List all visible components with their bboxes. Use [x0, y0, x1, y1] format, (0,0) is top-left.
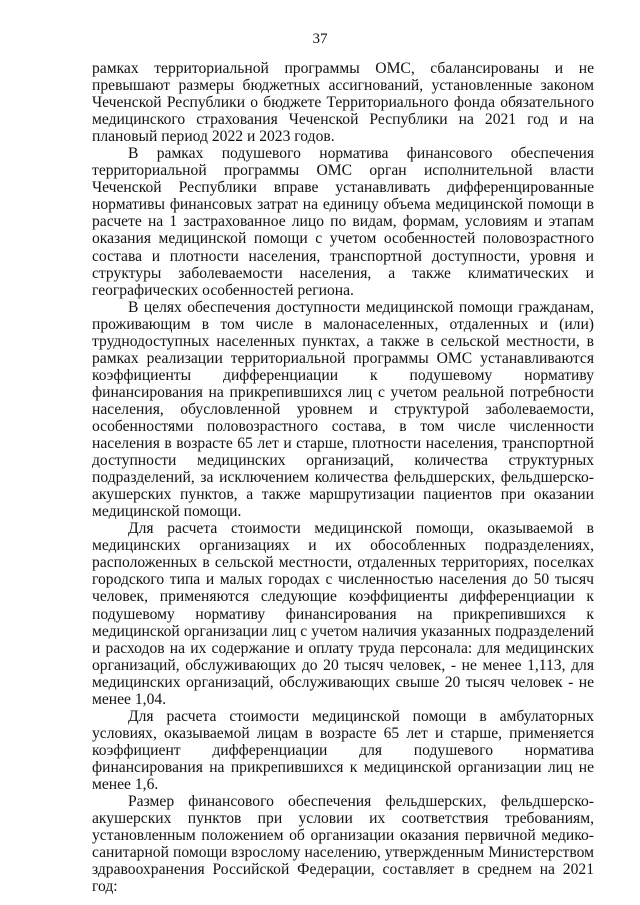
paragraph-rural-coefficients: Для расчета стоимости медицинской помощи, оказываемой в медицинских организациях и их обособленных подразделениях, расположенных в сельской местности, отдаленных территориях, поселках городского типа и малых городах с численностью населения до 50 тысяч человек, применяются следующие коэффициенты дифференциации к подушевому нормативу финансирования на прикрепившихся к медицинской организации лиц с учетом наличия указанных подразделений и расходов на их содержание и оплату труда персонала: для медицинских организаций, обслуживающих до 20 тысяч человек, - не менее 1,113, для медицинских организаций, обслуживающих свыше 20 тысяч человек - не менее 1,04.	[92, 520, 594, 708]
document-body	[92, 60, 594, 895]
paragraph-elderly-coefficient: Для расчета стоимости медицинской помощи в амбулаторных условиях, оказываемой лицам в возрасте 65 лет и старше, применяется коэффициент дифференциации для подушевого норматива финансирования на прикрепившихся к медицинской организации лиц не менее 1,6.	[92, 707, 594, 793]
paragraph-accessibility-coefficients: В целях обеспечения доступности медицинской помощи гражданам, проживающим в том числе в малонаселенных, отдаленных и (или) труднодоступных населенных пунктах, а также в сельской местности, в рамках реализации территориальной программы ОМС устанавливаются коэффициенты дифференциации к подушевому нормативу финансирования на прикрепившихся лиц с учетом реальной потребности населения, обусловленной уровнем и структурой заболеваемости, особенностями половозрастного состава, в том числе численности населения в возрасте 65 лет и старше, плотности населения, транспортной доступности медицинских организаций, количества структурных подразделений, за исключением количества фельдшерских, фельдшерско-акушерских пунктов, а также маршрутизации пациентов при оказании медицинской помощи.	[92, 298, 594, 521]
paragraph-budget-balance: рамках территориальной программы ОМС, сбалансированы и не превышают размеры бюджетных ассигнований, установленные законом Чеченской Республики о бюджете Территориального фонда обязательного медицинского страхования Чеченской Республики на 2021 год и на плановый период 2022 и 2023 годов.	[92, 60, 594, 146]
paragraph-per-capita-norms: В рамках подушевого норматива финансового обеспечения территориальной программы ОМС орган исполнительной власти Чеченской Республики вправе устанавливать дифференцированные нормативы финансовых затрат на единицу объема медицинской помощи в расчете на 1 застрахованное лицо по видам, формам, условиям и этапам оказания медицинской помощи с учетом особенностей половозрастного состава и плотности населения, транспортной доступности, уровня и структуры заболеваемости населения, а также климатических и географических особенностей региона.	[92, 145, 594, 299]
page-number: 37	[312, 31, 328, 47]
paragraph-feldsher-funding: Размер финансового обеспечения фельдшерских, фельдшерско-акушерских пунктов при условии их соответствия требованиям, установленным положением об организации оказания первичной медико-санитарной помощи взрослому населению, утвержденным Министерством здравоохранения Российской Федерации, составляет в среднем на 2021 год:	[92, 793, 594, 896]
